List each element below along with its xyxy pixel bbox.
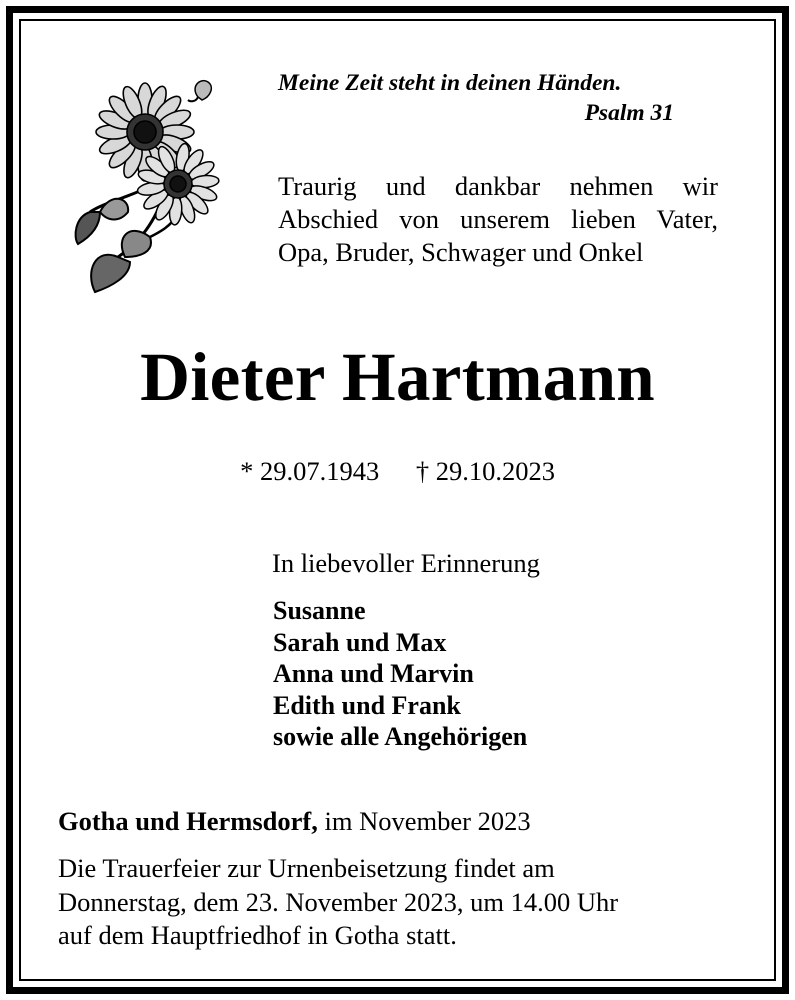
deceased-name: Dieter Hartmann bbox=[140, 339, 655, 415]
intro-line: Traurig und dankbar nehmen wir bbox=[278, 171, 718, 201]
mourner-item: Edith und Frank bbox=[273, 690, 461, 720]
birth-date: * 29.07.1943 bbox=[240, 456, 380, 486]
ceremony-info bbox=[58, 852, 618, 953]
psalm-reference: Psalm 31 bbox=[584, 100, 674, 126]
memory-text: In liebevoller Erinnerung bbox=[272, 548, 540, 578]
life-dates bbox=[0, 456, 795, 487]
mourner-item: Susanne bbox=[273, 596, 366, 625]
ceremony-line: auf dem Hauptfriedhof in Gotha statt. bbox=[58, 920, 457, 950]
announcement-date: im November 2023 bbox=[324, 806, 531, 836]
intro-text bbox=[278, 170, 718, 269]
intro-line: Opa, Bruder, Schwager und Onkel bbox=[278, 237, 644, 267]
death-date: † 29.10.2023 bbox=[415, 456, 555, 486]
mourner-item: sowie alle Angehörigen bbox=[273, 722, 528, 751]
place: Gotha und Hermsdorf, bbox=[58, 806, 318, 836]
sunflower-icon bbox=[70, 62, 230, 297]
mourner-item: Sarah und Max bbox=[273, 627, 447, 657]
psalm-quote: Meine Zeit steht in deinen Händen. bbox=[278, 70, 622, 96]
intro-line: Abschied von unserem lieben Vater, bbox=[278, 204, 718, 234]
mourner-item: Anna und Marvin bbox=[273, 659, 474, 688]
mourners-list bbox=[273, 595, 527, 753]
ceremony-line: Donnerstag, dem 23. November 2023, um 14.00 Uhr bbox=[58, 886, 619, 917]
ceremony-line: Die Trauerfeier zur Urnenbeisetzung findet am bbox=[58, 853, 555, 883]
place-date bbox=[58, 806, 531, 837]
